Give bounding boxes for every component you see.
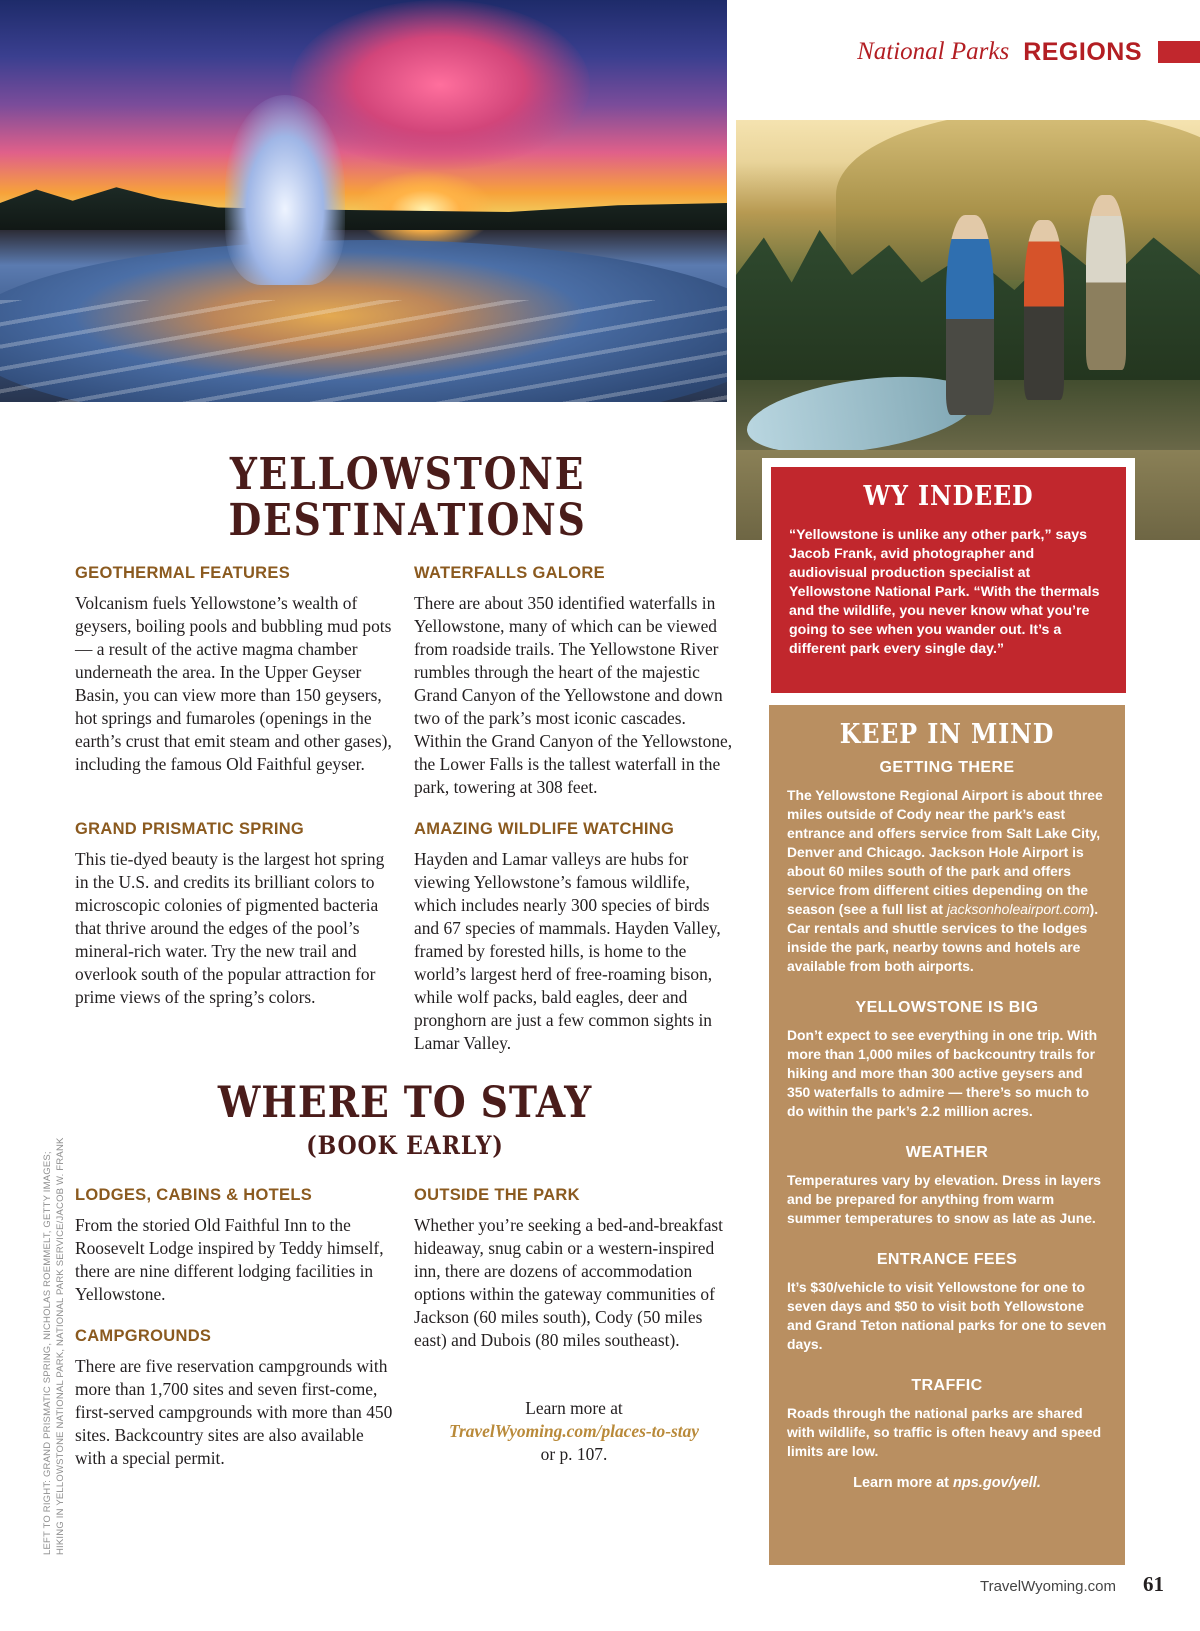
learn-more-prefix: Learn more at	[525, 1398, 623, 1418]
section-heading: LODGES, CABINS & HOTELS	[75, 1186, 312, 1204]
geyser-photo	[0, 0, 727, 402]
destination-section	[414, 819, 734, 1055]
destination-section	[414, 563, 734, 799]
stay-section	[414, 1185, 734, 1352]
photo-hiker	[1024, 220, 1064, 400]
section-body: From the storied Old Faithful Inn to the Roosevelt Lodge inspired by Teddy himself, there are nine different lodging facilities in Yellowstone.	[75, 1215, 384, 1304]
stay-subtitle: (BOOK EARLY)	[306, 1131, 504, 1160]
tip-body: Roads through the national parks are shared with wildlife, so traffic is often heavy and speed limits are low.	[787, 1405, 1102, 1459]
credit-line: HIKING IN YELLOWSTONE NATIONAL PARK, NATIONAL PARK SERVICE/JACOB W. FRANK	[54, 1137, 66, 1555]
tip-body: Temperatures vary by elevation. Dress in layers and be prepared for anything from warm summer temperatures to snow as late as June.	[787, 1172, 1101, 1226]
tip-body	[769, 786, 1125, 976]
tip-body: Don’t expect to see everything in one trip. With more than 1,000 miles of backcountry trails for hiking and more than 300 active geysers and 350 waterfalls to admire — there’s so much to do within the park’s 2.2 million acres.	[787, 1027, 1098, 1119]
destination-section	[75, 819, 395, 1009]
section-heading: OUTSIDE THE PARK	[414, 1186, 580, 1204]
section-body: Hayden and Lamar valleys are hubs for viewing Yellowstone’s famous wildlife, which includes nearly 300 species of birds and 67 species of mammals. Hayden Valley, framed by forested hills, is home to the world’s largest herd of free-roaming bison, while wolf packs, bald eagles, deer and pronghorn are just a few common sights in Lamar Valley.	[414, 849, 721, 1053]
section-header	[857, 36, 1200, 68]
section-body: This tie-dyed beauty is the largest hot spring in the U.S. and credits its brilliant colors to microscopic colonies of pigmented bacteria that thrive around the edges of the pool’s mineral-rich water. Try the new trail and overlook south of the popular attraction for prime views of the spring’s colors.	[75, 849, 385, 1007]
destination-section	[75, 563, 395, 776]
tip-body-text: The Yellowstone Regional Airport is about three miles outside of Cody near the park’s east entrance and offers service from Salt Lake City, Denver and Chicago. Jackson Hole Airport is about 60 miles south of the park and offers service from different cities depending on the season (see a full list at	[787, 787, 1103, 917]
section-heading: AMAZING WILDLIFE WATCHING	[414, 820, 675, 838]
photo-hiker	[946, 215, 994, 415]
section-name: National Parks	[857, 38, 1010, 65]
wy-indeed-title: WY INDEED	[863, 481, 1034, 512]
tip-heading: WEATHER	[905, 1144, 989, 1161]
tip-heading: GETTING THERE	[879, 759, 1015, 776]
section-label: REGIONS	[1023, 37, 1142, 66]
stay-title: WHERE TO STAY	[217, 1078, 593, 1128]
section-color-bar	[1158, 41, 1200, 63]
keep-in-mind-title: KEEP IN MIND	[839, 719, 1055, 750]
section-body: There are about 350 identified waterfalls in Yellowstone, many of which can be viewed from roadside trails. The Yellowstone River rumbles through the heart of the majestic Grand Canyon of the Yellowstone and down two of the park’s most iconic cascades. Within the Grand Canyon of the Yellowstone, the Lower Falls is the tallest waterfall in the park, towering at 308 feet.	[414, 593, 733, 797]
learn-more-suffix: or p. 107.	[540, 1444, 608, 1464]
tip-body: It’s $30/vehicle to visit Yellowstone for one to seven days and $50 to visit both Yellowstone and Grand Teton national parks for one to seven days.	[787, 1279, 1107, 1352]
section-heading: WATERFALLS GALORE	[414, 564, 605, 582]
page-number: 61	[1143, 1572, 1164, 1596]
keep-in-mind-footer	[769, 1475, 1125, 1491]
section-heading: GEOTHERMAL FEATURES	[75, 564, 291, 582]
page-title-line: YELLOWSTONE	[229, 449, 586, 500]
section-heading: CAMPGROUNDS	[75, 1327, 212, 1345]
wy-indeed-box	[768, 464, 1129, 696]
stay-section	[75, 1185, 395, 1306]
section-body: Whether you’re seeking a bed-and-breakfast hideaway, snug cabin or a western-inspired inn, there are dozens of accommodation options within the gateway communities of Jackson (60 miles south), Cody (50 miles east) and Dubois (80 miles southeast).	[414, 1215, 724, 1350]
footer-prefix: Learn more at	[853, 1475, 954, 1491]
stay-section	[75, 1326, 395, 1470]
credit-line: LEFT TO RIGHT: GRAND PRISMATIC SPRING, NICHOLAS ROEMMELT, GETTY IMAGES;	[42, 1151, 53, 1555]
footer-site: TravelWyoming.com	[979, 1578, 1116, 1595]
wy-indeed-quote: “Yellowstone is unlike any other park,” says Jacob Frank, avid photographer and audiovisual production specialist at Yellowstone National Park. “With the thermals and the wildlife, you never know what you’re going to see when you wander out. It’s a different park every single day.”	[789, 527, 1100, 657]
section-body: Volcanism fuels Yellowstone’s wealth of geysers, boiling pools and bubbling mud pots — a result of the active magma chamber underneath the area. In the Upper Geyser Basin, you can view more than 150 geysers, hot springs and fumaroles (openings in the earth’s crust that emit steam and other gases), including the famous Old Faithful geyser.	[75, 593, 392, 774]
photo-sunset	[355, 170, 495, 250]
tip-heading: TRAFFIC	[911, 1377, 983, 1394]
airport-link[interactable]: jacksonholeairport.com	[946, 901, 1090, 917]
tip-heading: ENTRANCE FEES	[876, 1251, 1018, 1268]
photo-geyser-plume	[225, 95, 345, 285]
tip-body-text: ). Car rentals and shuttle services to the lodges inside the park, nearby towns and hotels are available from both airports.	[787, 901, 1099, 974]
places-to-stay-link[interactable]: TravelWyoming.com/places-to-stay	[448, 1421, 700, 1441]
page-title-line: DESTINATIONS	[228, 495, 587, 546]
nps-link[interactable]: nps.gov/yell.	[953, 1475, 1041, 1491]
tip-heading: YELLOWSTONE IS BIG	[855, 999, 1039, 1016]
photo-credits	[42, 1075, 67, 1555]
section-heading: GRAND PRISMATIC SPRING	[75, 820, 305, 838]
learn-more	[414, 1397, 734, 1466]
page-title	[225, 449, 591, 546]
keep-in-mind-box	[769, 705, 1125, 1565]
photo-sinter-terrace	[0, 300, 727, 402]
section-body: There are five reservation campgrounds with more than 1,700 sites and seven first-come, first-served campgrounds with more than 450 sites. Backcountry sites are also available with a special permit.	[75, 1356, 393, 1468]
photo-hiker	[1086, 195, 1126, 370]
